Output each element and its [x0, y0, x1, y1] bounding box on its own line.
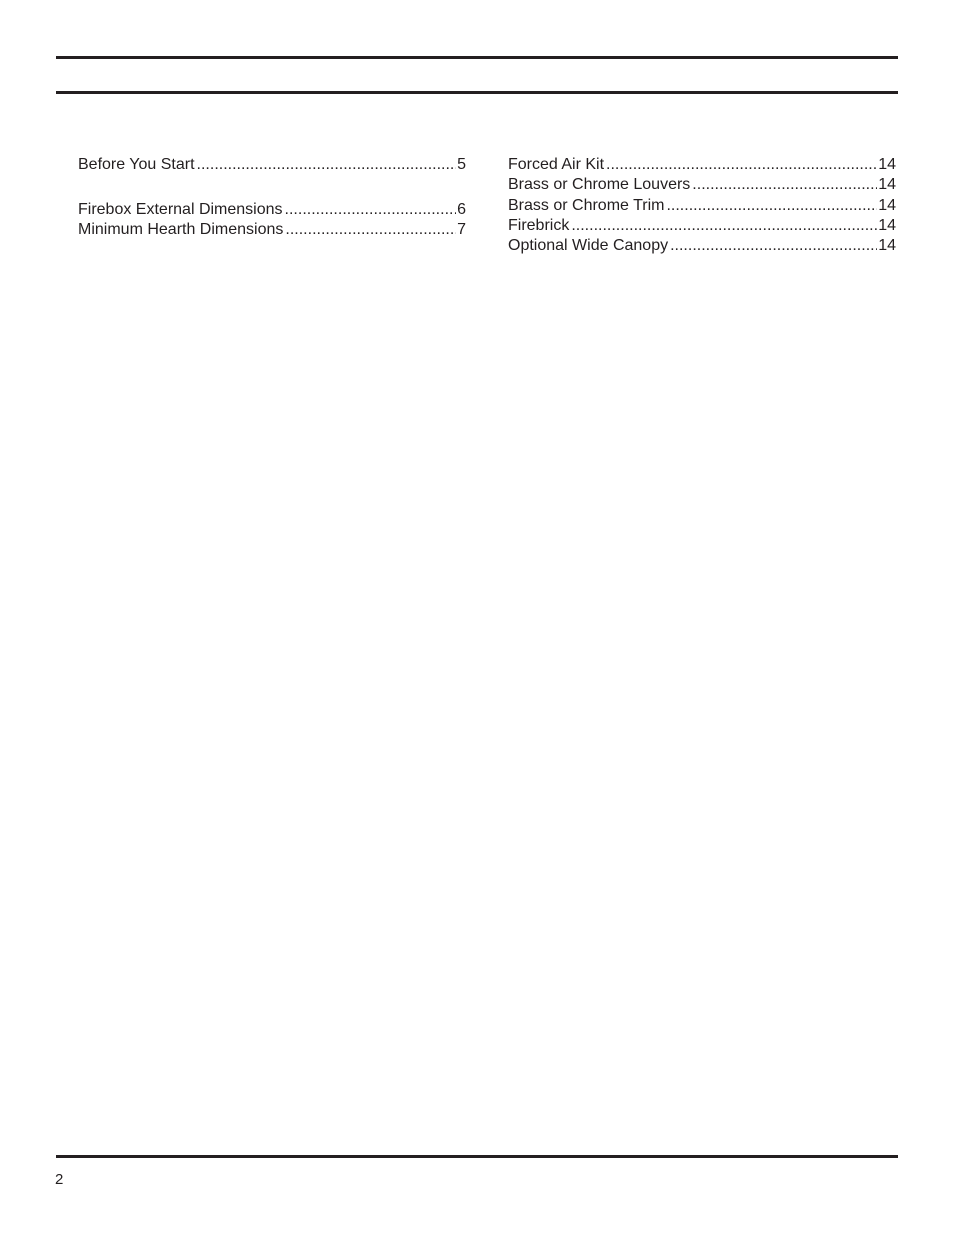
toc-entry-optional-wide-canopy[interactable] [508, 236, 896, 256]
dot-leader [197, 155, 457, 175]
toc-entry-title: Optional Wide Canopy [508, 237, 669, 255]
dot-leader [666, 196, 877, 216]
dot-leader [285, 220, 456, 240]
toc-entry-title: Brass or Chrome Trim [508, 196, 665, 214]
dot-leader [571, 216, 877, 236]
toc-entry-page: 14 [878, 216, 896, 234]
toc-entry-firebox-external-dimensions[interactable] [78, 200, 466, 220]
toc-entry-before-you-start[interactable] [78, 155, 466, 175]
toc-entry-title: Brass or Chrome Louvers [508, 176, 691, 194]
toc-entry-page: 7 [457, 221, 466, 239]
toc-entry-page: 6 [457, 200, 466, 218]
dot-leader [285, 200, 457, 220]
toc-entry-title: Firebox External Dimensions [78, 200, 283, 218]
toc-entry-page: 14 [878, 196, 896, 214]
dot-leader [670, 236, 877, 256]
dot-leader [606, 155, 877, 175]
toc-entry-page: 14 [878, 176, 896, 194]
footer-rule [56, 1155, 898, 1158]
toc-right-column [508, 155, 896, 256]
toc-entry-title: Before You Start [78, 156, 195, 173]
toc-group-gap [78, 175, 466, 200]
header-rule-top [56, 56, 898, 59]
toc-left-column [78, 155, 466, 240]
toc-entry-firebrick[interactable] [508, 216, 896, 236]
dot-leader [692, 175, 877, 195]
toc-entry-title: Firebrick [508, 216, 570, 234]
toc-entry-title: Forced Air Kit [508, 156, 605, 173]
toc-entry-brass-or-chrome-trim[interactable] [508, 196, 896, 216]
toc-entry-page: 5 [457, 156, 466, 173]
header-rule-bottom [56, 91, 898, 94]
toc-entry-minimum-hearth-dimensions[interactable] [78, 220, 466, 240]
toc-entry-page: 14 [878, 237, 896, 255]
toc-entry-title: Minimum Hearth Dimensions [78, 221, 284, 239]
toc-entry-forced-air-kit[interactable] [508, 155, 896, 175]
page-number: 2 [55, 1171, 64, 1188]
toc-entry-page: 14 [878, 156, 896, 173]
toc-entry-brass-or-chrome-louvers[interactable] [508, 175, 896, 195]
